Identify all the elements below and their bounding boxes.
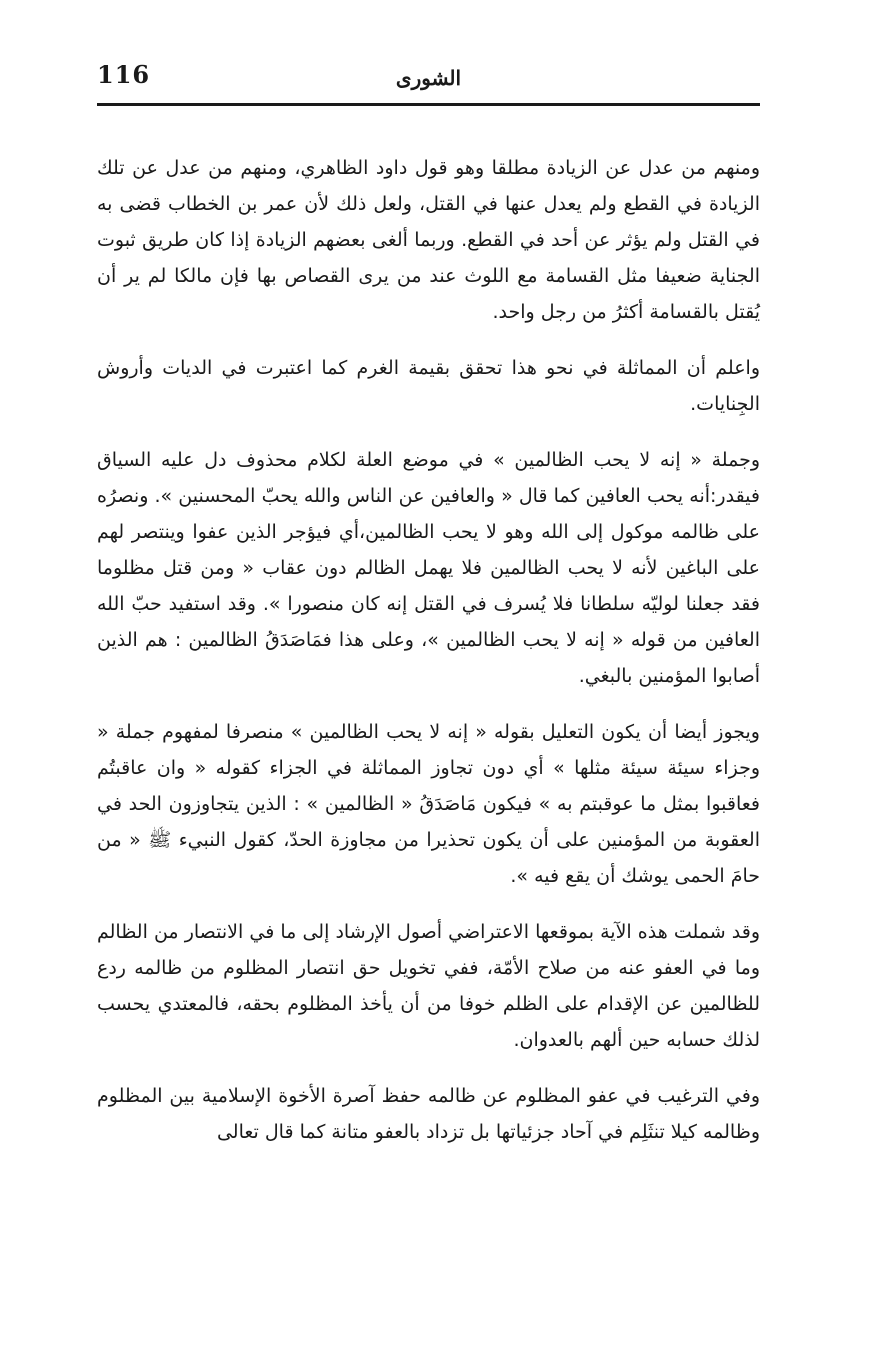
paragraph-5: وقد شملت هذه الآية بموقعها الاعتراضي أصول الإرشاد إلى ما في الانتصار من الظالم وما في العفو عنه من صلاح الأمّة، ففي تخويل حق انتصار المظلوم من ظالمه ردع للظالمين عن الإقدام على الظلم خوفا من أن يأخذ المظلوم بحقه، فالمعتدي يحسب لذلك حسابه حين ألهم بالعدوان. — [97, 921, 760, 1051]
paragraph-3: وجملة « إنه لا يحب الظالمين » في موضع العلة لكلام محذوف دل عليه السياق فيقدر:أنه يحب العافين كما قال « والعافين عن الناس والله يحبّ المحسنين ». ونصرُه على ظالمه موكول إلى الله وهو لا يحب الظالمين،أي فيؤجر الذين عفوا وينتصر لهم على الباغين لأنه لا يحب الظالمين فلا يهمل الظالم دون عقاب « ومن قتل مظلوما فقد جعلنا لوليّه سلطانا فلا يُسرف في القتل إنه كان منصورا ». وقد استفيد حبّ الله العافين من قوله « إنه لا يحب الظالمين »، وعلى هذا فمَاصَدَقُ الظالمين : هم الذين أصابوا المؤمنين بالبغي. — [97, 449, 760, 687]
page-header — [97, 58, 760, 102]
page-number: 116 — [97, 60, 151, 89]
paragraph-4: ويجوز أيضا أن يكون التعليل بقوله « إنه لا يحب الظالمين » منصرفا لمفهوم جملة « وجزاء سيئة سيئة مثلها » أي دون تجاوز المماثلة في الجزاء كقوله « وان عاقبتُم فعاقبوا بمثل ما عوقبتم به » فيكون مَاصَدَقُ « الظالمين » : الذين يتجاوزون الحد في العقوبة من المؤمنين على أن يكون تحذيرا من مجاوزة الحدّ، كقول النبيء ﷺ « من حامَ الحمى يوشك أن يقع فيه ». — [97, 721, 760, 887]
body-text — [97, 150, 760, 1170]
header-rule — [97, 103, 760, 106]
paragraph-2: واعلم أن المماثلة في نحو هذا تحقق بقيمة الغرم كما اعتبرت في الديات وأروش الجِنايات. — [97, 357, 760, 415]
paragraph-1: ومنهم من عدل عن الزيادة مطلقا وهو قول داود الظاهري، ومنهم من عدل عن تلك الزيادة في القطع ولم يعدل عنها في القتل، ولعل ذلك لأن عمر بن الخطاب قضى به في القتل ولم يؤثر عن أحد في القطع. وربما ألغى بعضهم الزيادة إذا كان طريق ثبوت الجناية ضعيفا مثل القسامة مع اللوث عند من يرى القصاص بها فإن مالكا لم ير أن يُقتل بالقسامة أكثرُ من رجل واحد. — [97, 157, 760, 323]
paragraph-6: وفي الترغيب في عفو المظلوم عن ظالمه حفظ آصرة الأخوة الإسلامية بين المظلوم وظالمه كيلا تنثَلِم في آحاد جزئياتها بل تزداد بالعفو متانة كما قال تعالى — [97, 1085, 760, 1143]
running-title: الشورى — [395, 66, 462, 90]
